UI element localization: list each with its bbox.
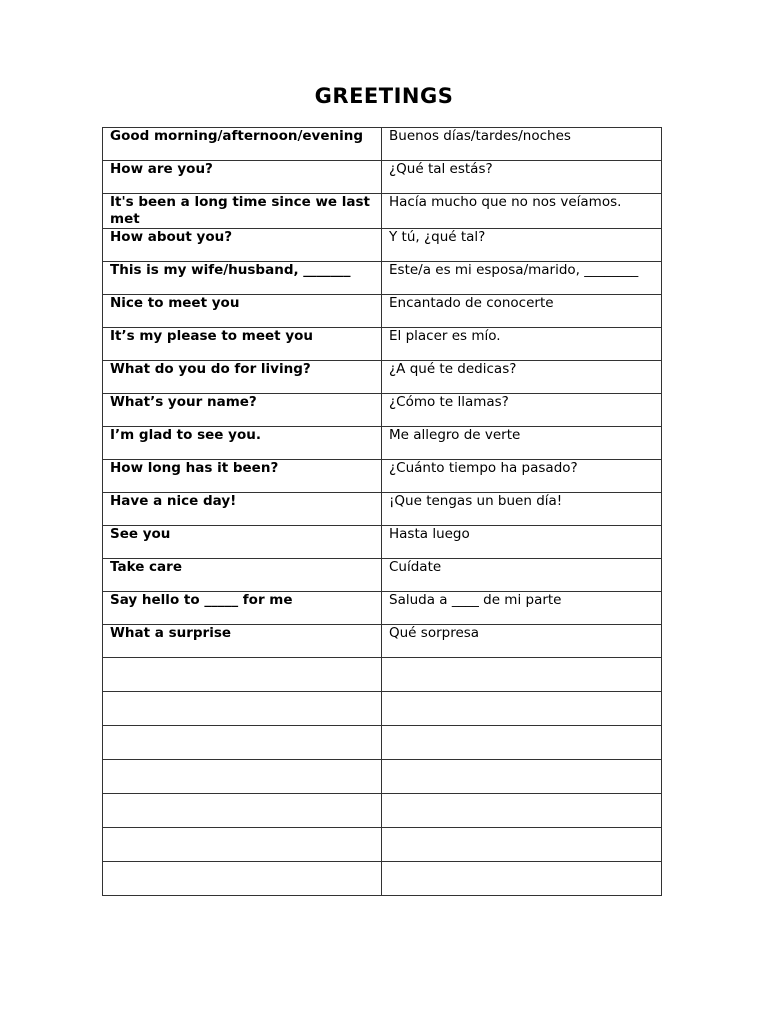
english-phrase-cell: How about you? (103, 229, 382, 262)
spanish-translation-cell (382, 828, 662, 862)
english-phrase-cell: It's been a long time since we last met (103, 194, 382, 229)
spanish-translation-cell: El placer es mío. (382, 328, 662, 361)
spanish-translation-cell: ¿Qué tal estás? (382, 161, 662, 194)
table-row (103, 262, 662, 295)
english-phrase-cell (103, 760, 382, 794)
table-row (103, 361, 662, 394)
spanish-translation-cell: Encantado de conocerte (382, 295, 662, 328)
table-row (103, 526, 662, 559)
table-row (103, 625, 662, 658)
spanish-translation-cell: ¿Cómo te llamas? (382, 394, 662, 427)
spanish-translation-cell: Me allegro de verte (382, 427, 662, 460)
english-phrase-cell: Take care (103, 559, 382, 592)
english-phrase-cell: What do you do for living? (103, 361, 382, 394)
english-phrase-cell: Have a nice day! (103, 493, 382, 526)
spanish-translation-cell: Y tú, ¿qué tal? (382, 229, 662, 262)
spanish-translation-cell (382, 862, 662, 896)
spanish-translation-cell: ¿Cuánto tiempo ha pasado? (382, 460, 662, 493)
english-phrase-cell (103, 862, 382, 896)
table-row (103, 427, 662, 460)
table-row (103, 328, 662, 361)
english-phrase-cell: Say hello to _____ for me (103, 592, 382, 625)
spanish-translation-cell (382, 760, 662, 794)
empty-table-row (103, 862, 662, 896)
english-phrase-cell (103, 794, 382, 828)
table-row (103, 161, 662, 194)
spanish-translation-cell: Buenos días/tardes/noches (382, 128, 662, 161)
table-row (103, 229, 662, 262)
table-row (103, 460, 662, 493)
english-phrase-cell (103, 726, 382, 760)
spanish-translation-cell (382, 658, 662, 692)
spanish-translation-cell (382, 794, 662, 828)
page-title: GREETINGS (314, 84, 454, 108)
empty-table-row (103, 828, 662, 862)
spanish-translation-cell: Hacía mucho que no nos veíamos. (382, 194, 662, 229)
english-phrase-cell: Good morning/afternoon/evening (103, 128, 382, 161)
spanish-translation-cell: ¿A qué te dedicas? (382, 361, 662, 394)
english-phrase-cell: How are you? (103, 161, 382, 194)
english-phrase-cell (103, 828, 382, 862)
spanish-translation-cell: Cuídate (382, 559, 662, 592)
english-phrase-cell: See you (103, 526, 382, 559)
empty-table-row (103, 794, 662, 828)
spanish-translation-cell (382, 726, 662, 760)
english-phrase-cell: Nice to meet you (103, 295, 382, 328)
table-row (103, 394, 662, 427)
english-phrase-cell: How long has it been? (103, 460, 382, 493)
table-row (103, 128, 662, 161)
english-phrase-cell: What a surprise (103, 625, 382, 658)
english-phrase-cell: I’m glad to see you. (103, 427, 382, 460)
spanish-translation-cell (382, 692, 662, 726)
empty-table-row (103, 760, 662, 794)
table-row (103, 493, 662, 526)
empty-table-row (103, 692, 662, 726)
english-phrase-cell: This is my wife/husband, _______ (103, 262, 382, 295)
phrase-table (102, 127, 662, 896)
spanish-translation-cell: Qué sorpresa (382, 625, 662, 658)
table-row (103, 194, 662, 229)
table-row (103, 559, 662, 592)
spanish-translation-cell: Este/a es mi esposa/marido, ________ (382, 262, 662, 295)
empty-table-row (103, 726, 662, 760)
table-row (103, 592, 662, 625)
spanish-translation-cell: ¡Que tengas un buen día! (382, 493, 662, 526)
spanish-translation-cell: Saluda a ____ de mi parte (382, 592, 662, 625)
english-phrase-cell: It’s my please to meet you (103, 328, 382, 361)
english-phrase-cell: What’s your name? (103, 394, 382, 427)
spanish-translation-cell: Hasta luego (382, 526, 662, 559)
english-phrase-cell (103, 692, 382, 726)
english-phrase-cell (103, 658, 382, 692)
empty-table-row (103, 658, 662, 692)
table-row (103, 295, 662, 328)
